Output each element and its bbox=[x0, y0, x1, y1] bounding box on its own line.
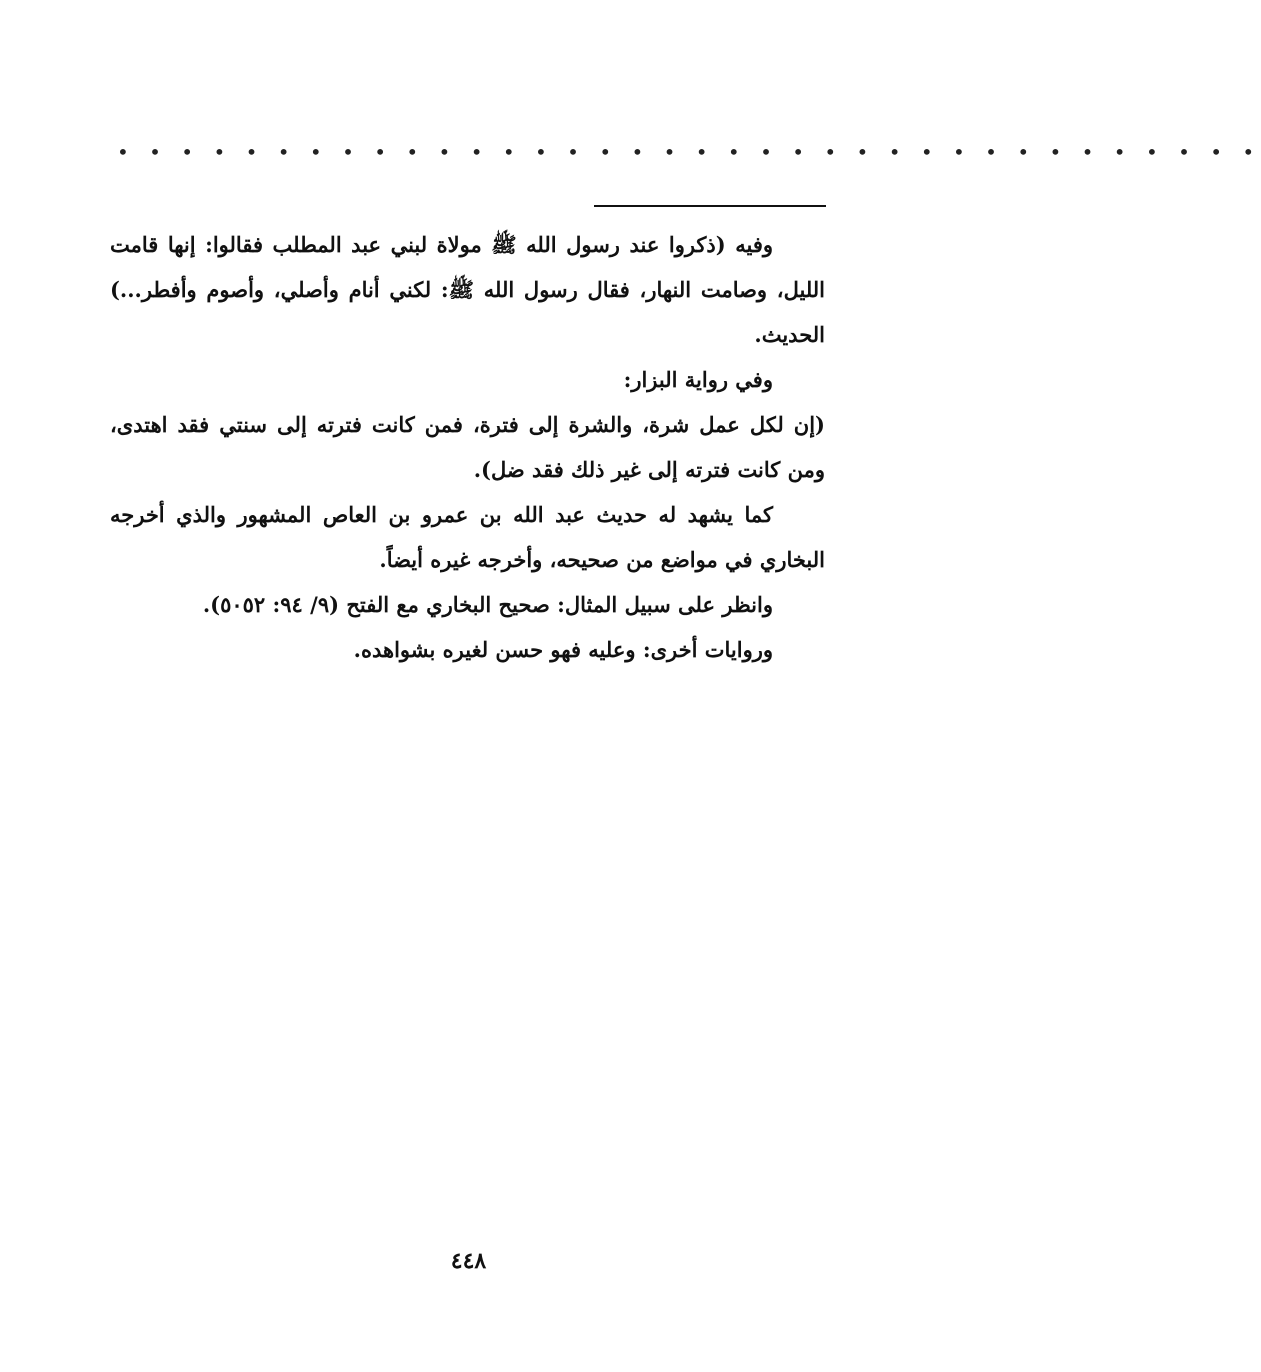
footnote-paragraph-5: وانظر على سبيل المثال: صحيح البخاري مع الفتح (٩/ ٩٤: ٥٠٥٢). bbox=[202, 592, 773, 617]
footnote-paragraph-3: (إن لكل عمل شرة، والشرة إلى فترة، فمن كانت فترته إلى سنتي فقد اهتدى، ومن كانت فترته إلى غير ذلك فقد ضل). bbox=[110, 412, 825, 482]
page-number: ٤٤٨ bbox=[450, 1248, 487, 1274]
footnote-paragraph-1: وفيه (ذكروا عند رسول الله ﷺ مولاة لبني عبد المطلب فقالوا: إنها قامت الليل، وصامت النهار، فقال رسول الله ﷺ: لكني أنام وأصلي، وأصوم وأفطر...) الحديث. bbox=[110, 232, 825, 347]
footnote-paragraph-2: وفي رواية البزار: bbox=[623, 367, 773, 392]
footnote-paragraph-4: كما يشهد له حديث عبد الله بن عمرو بن العاص المشهور والذي أخرجه البخاري في مواضع من صحيحه، وأخرجه غيره أيضاً. bbox=[110, 502, 825, 572]
footnote-rule bbox=[594, 205, 826, 207]
footnote-paragraph-6: وروايات أخرى: وعليه فهو حسن لغيره بشواهده. bbox=[353, 637, 773, 662]
footnote-text bbox=[110, 222, 825, 672]
dot-separator: • • • • • • • • • • • • • • • • • • • • • • • • • • • • • • • • • • • • bbox=[117, 140, 1261, 164]
